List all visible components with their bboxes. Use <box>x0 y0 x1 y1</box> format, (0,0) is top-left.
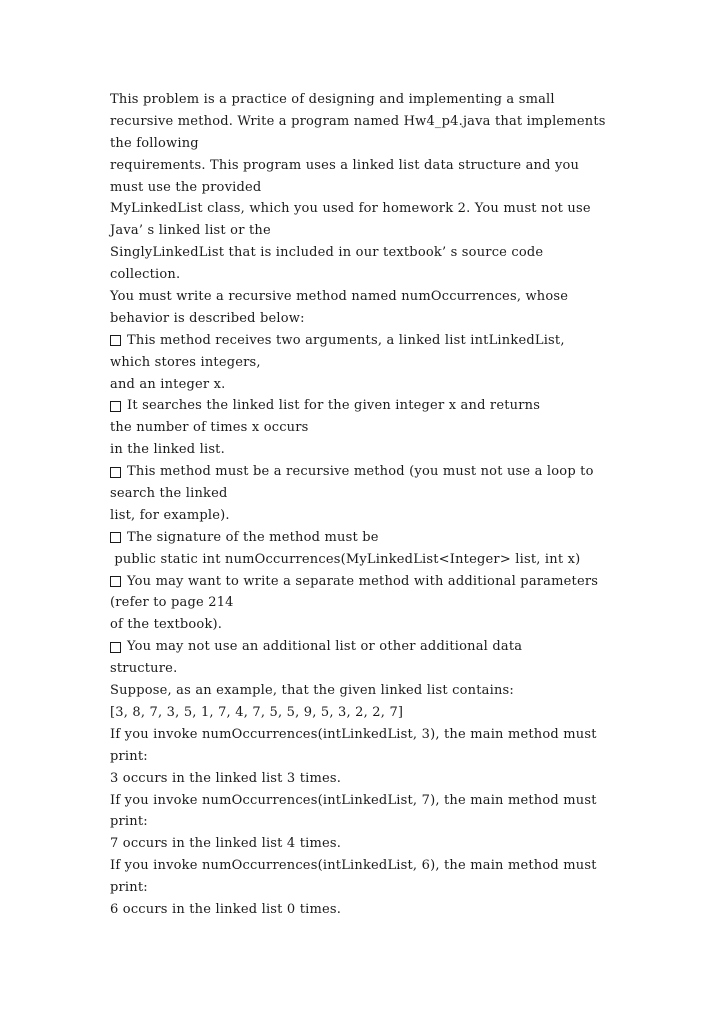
line-text: 3 occurs in the linked list 3 times. <box>110 770 342 786</box>
text-line <box>110 658 670 680</box>
text-line <box>110 177 670 199</box>
bullet-line <box>110 527 670 549</box>
bullet-line <box>110 395 670 417</box>
line-text: of the textbook). <box>110 617 223 633</box>
line-text: This problem is a practice of designing and implementing a small <box>110 92 555 107</box>
line-text: search the linked <box>110 486 228 502</box>
line-text: This method receives two arguments, a linked list intLinkedList, <box>127 332 565 348</box>
checkbox-icon <box>110 642 121 653</box>
line-text: This method must be a recursive method (you must not use a loop to <box>127 464 594 480</box>
text-line <box>110 549 670 571</box>
line-text: You must write a recursive method named numOccurrences, whose <box>110 289 569 305</box>
text-line <box>110 877 670 899</box>
bullet-line <box>110 636 670 658</box>
line-text: requirements. This program uses a linked list data structure and you <box>110 157 580 173</box>
text-line <box>110 133 670 155</box>
text-line <box>110 439 670 461</box>
assignment-text <box>110 89 670 921</box>
line-text: print: <box>110 814 148 830</box>
line-text: [3, 8, 7, 3, 5, 1, 7, 4, 7, 5, 5, 9, 5, 3, 2, 2, 7] <box>110 704 404 720</box>
line-text: which stores integers, <box>110 354 261 370</box>
line-text: the following <box>110 135 199 151</box>
text-line <box>110 155 670 177</box>
text-line <box>110 505 670 527</box>
line-text: The signature of the method must be <box>127 529 379 545</box>
text-line <box>110 592 670 614</box>
text-line <box>110 286 670 308</box>
line-text: 6 occurs in the linked list 0 times. <box>110 901 342 917</box>
text-line <box>110 111 670 133</box>
checkbox-icon <box>110 335 121 346</box>
line-text: MyLinkedList class, which you used for homework 2. You must not use <box>110 201 591 217</box>
checkbox-icon <box>110 401 121 412</box>
line-text: recursive method. Write a program named Hw4_p4.java that implements <box>110 113 606 129</box>
bullet-line <box>110 461 670 483</box>
line-text: 7 occurs in the linked list 4 times. <box>110 836 342 852</box>
line-text: collection. <box>110 267 181 283</box>
line-text: must use the provided <box>110 179 262 195</box>
text-line <box>110 811 670 833</box>
text-line <box>110 264 670 286</box>
line-text: print: <box>110 880 148 896</box>
text-line <box>110 855 670 877</box>
text-line <box>110 352 670 374</box>
line-text: public static int numOccurrences(MyLinkedList<Integer> list, int x) <box>110 551 581 567</box>
line-text: in the linked list. <box>110 442 225 458</box>
checkbox-icon <box>110 467 121 478</box>
text-line <box>110 417 670 439</box>
line-text: Java’ s linked list or the <box>110 223 271 239</box>
text-line <box>110 89 670 111</box>
line-text: SinglyLinkedList that is included in our textbook’ s source code <box>110 245 544 261</box>
text-line <box>110 724 670 746</box>
bullet-line <box>110 571 670 593</box>
line-text: the number of times x occurs <box>110 420 309 436</box>
line-text: It searches the linked list for the given integer x and returns <box>127 398 541 414</box>
line-text: If you invoke numOccurrences(intLinkedList, 6), the main method must <box>110 858 597 874</box>
line-text: You may want to write a separate method with additional parameters <box>127 573 599 589</box>
line-text: (refer to page 214 <box>110 595 234 611</box>
text-line <box>110 746 670 768</box>
line-text: Suppose, as an example, that the given linked list contains: <box>110 683 514 699</box>
text-line <box>110 198 670 220</box>
line-text: You may not use an additional list or other additional data <box>127 639 523 655</box>
text-line <box>110 308 670 330</box>
text-line <box>110 242 670 264</box>
text-line <box>110 833 670 855</box>
line-text: structure. <box>110 661 178 677</box>
bullet-line <box>110 330 670 352</box>
text-line <box>110 702 670 724</box>
text-line <box>110 768 670 790</box>
line-text: list, for example). <box>110 507 230 523</box>
checkbox-icon <box>110 532 121 543</box>
line-text: print: <box>110 748 148 764</box>
text-line <box>110 680 670 702</box>
line-text: If you invoke numOccurrences(intLinkedList, 7), the main method must <box>110 792 597 808</box>
line-text: If you invoke numOccurrences(intLinkedList, 3), the main method must <box>110 726 597 742</box>
text-line <box>110 899 670 921</box>
text-line <box>110 374 670 396</box>
text-line <box>110 790 670 812</box>
checkbox-icon <box>110 576 121 587</box>
text-line <box>110 614 670 636</box>
text-line <box>110 220 670 242</box>
text-line <box>110 483 670 505</box>
line-text: and an integer x. <box>110 376 226 392</box>
line-text: behavior is described below: <box>110 310 305 326</box>
